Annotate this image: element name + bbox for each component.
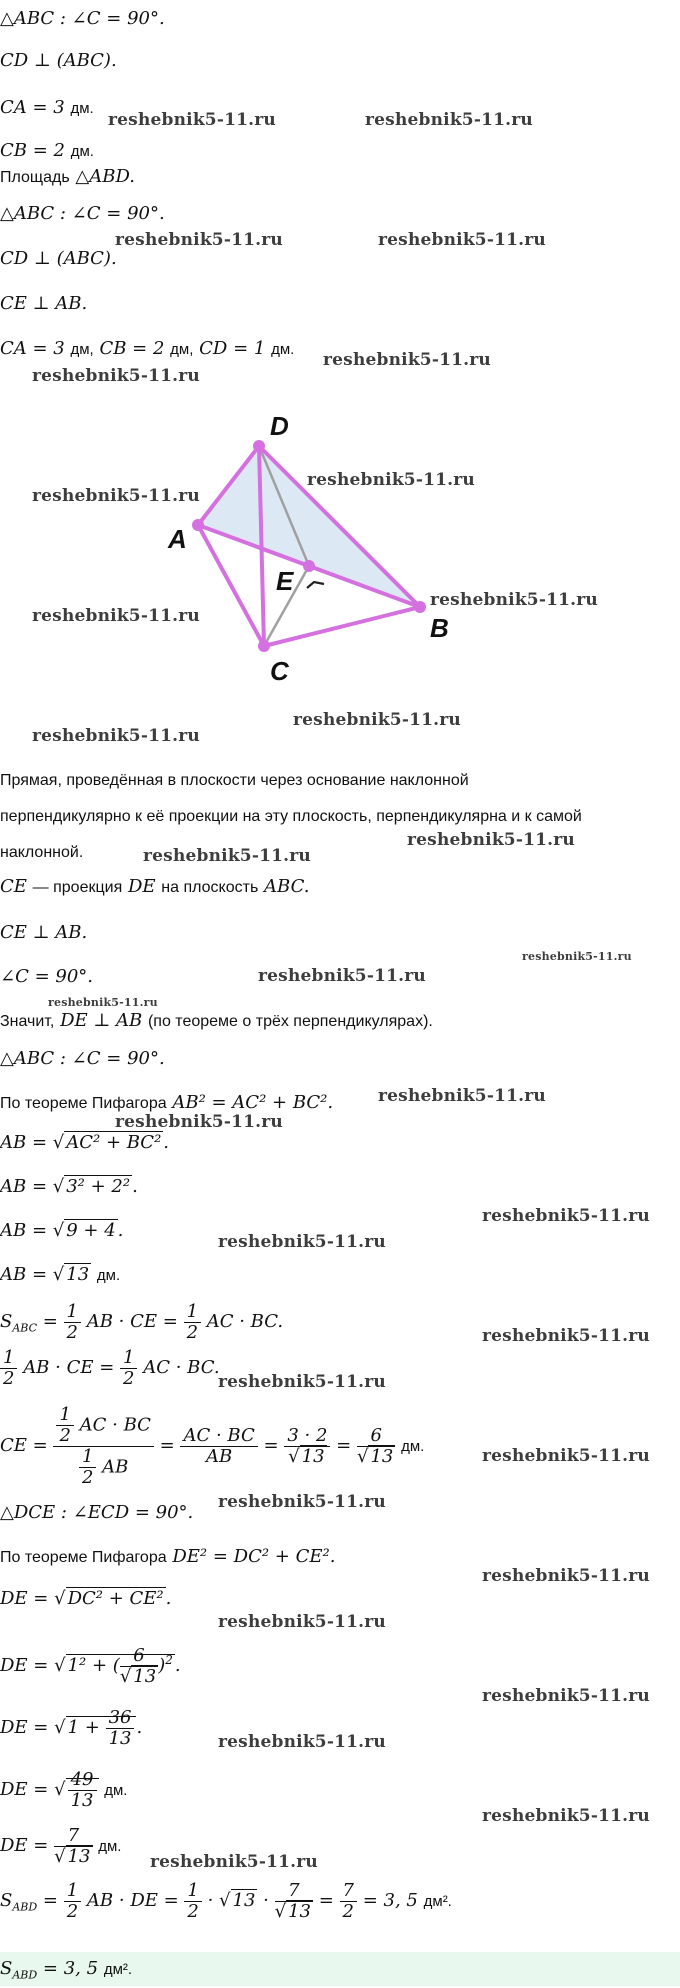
de-sqrt-4: DE = √ $\frac{49}{13}$ дм.	[0, 1768, 128, 1811]
fraction	[275, 1881, 313, 1922]
numerator: 6	[120, 1646, 158, 1667]
numerator: 1	[79, 1447, 96, 1468]
math: AB	[102, 1456, 129, 1477]
point-d	[253, 440, 265, 452]
math: CE =	[0, 1435, 48, 1456]
ab-result: AB = √ 13 дм.	[0, 1264, 121, 1285]
numerator: 36	[106, 1708, 135, 1729]
watermark: reshebnik5-11.ru	[218, 1612, 386, 1632]
denominator: √ 13	[54, 1845, 91, 1867]
dot: .	[132, 1176, 138, 1197]
watermark: reshebnik5-11.ru	[482, 1806, 650, 1826]
unit: дм.	[98, 1838, 122, 1855]
unit: дм.	[96, 1267, 121, 1284]
numerator: 7	[54, 1826, 92, 1847]
dot: .	[165, 1588, 172, 1609]
radicand	[66, 1706, 137, 1749]
eq: =	[263, 1435, 279, 1456]
numerator: 1	[0, 1348, 17, 1369]
text: Значит,	[0, 1013, 55, 1030]
denominator: 13	[108, 1727, 132, 1749]
math: DE² = DC² + CE².	[172, 1546, 336, 1567]
denominator: √ 13	[119, 1665, 157, 1687]
cd-perp-2: CD ⊥ (ABC).	[0, 248, 117, 269]
point-b	[414, 601, 426, 613]
denominator: 2	[186, 1321, 199, 1343]
math: AB =	[0, 1132, 48, 1153]
watermark: reshebnik5-11.ru	[48, 996, 158, 1009]
text: на плоскость	[161, 879, 259, 896]
numerator: 49	[68, 1770, 97, 1791]
math: ·	[257, 1890, 275, 1911]
denominator: 2	[123, 1367, 135, 1389]
numerator: 1	[56, 1405, 73, 1426]
watermark: reshebnik5-11.ru	[218, 1372, 386, 1392]
half-fraction	[184, 1881, 201, 1922]
numerator: 1	[64, 1881, 81, 1902]
de-sqrt-3: DE = √ 1 + $\frac{36}{13}$ .	[0, 1706, 143, 1749]
ce-perp-ab-2: CE ⊥ AB.	[0, 922, 88, 943]
text: Площадь	[0, 169, 70, 186]
text: — проекция	[32, 879, 123, 896]
denominator: 2	[66, 1900, 79, 1922]
numerator	[53, 1405, 153, 1447]
fraction	[68, 1770, 97, 1811]
numerator: 7	[340, 1881, 357, 1902]
ce-computation	[0, 1404, 424, 1489]
math: AB · CE =	[86, 1311, 184, 1332]
half-fraction	[120, 1348, 137, 1389]
angle-c: ∠C = 90°.	[0, 966, 94, 987]
radicand: 13	[67, 1845, 91, 1867]
given-triangle-abc: △ABC : ∠C = 90°.	[0, 8, 165, 29]
numerator: 7	[275, 1881, 313, 1902]
denominator: 2	[187, 1900, 199, 1922]
math: AC · BC	[79, 1414, 151, 1435]
half-fraction	[56, 1405, 73, 1446]
math: AB · DE =	[86, 1890, 185, 1911]
math: AB · CE =	[23, 1357, 121, 1378]
numerator: 1	[64, 1302, 81, 1323]
unit: дм.	[104, 1782, 128, 1799]
area-abc-formula	[0, 1300, 283, 1351]
watermark: reshebnik5-11.ru	[378, 230, 546, 250]
watermark: reshebnik5-11.ru	[407, 830, 575, 850]
math: △ABD.	[75, 166, 135, 187]
sub: ABD	[12, 1968, 38, 1982]
math: 1 +	[67, 1717, 100, 1738]
math: ·	[201, 1890, 220, 1911]
watermark: reshebnik5-11.ru	[323, 350, 491, 370]
watermark: reshebnik5-11.ru	[482, 1686, 650, 1706]
numerator: 1	[120, 1348, 137, 1369]
half-fraction	[64, 1881, 81, 1922]
unit: дм².	[103, 1961, 133, 1978]
watermark: reshebnik5-11.ru	[32, 486, 200, 506]
pythagoras-de	[0, 1546, 335, 1569]
eq: =	[37, 1890, 64, 1911]
unit: дм.	[70, 100, 94, 117]
unit: дм.	[271, 341, 295, 358]
watermark: reshebnik5-11.ru	[307, 470, 475, 490]
radicand: 13	[301, 1445, 325, 1467]
text: По теореме Пифагора	[0, 1549, 167, 1566]
edge-cb	[264, 607, 420, 646]
triangle-abc-3: △ABC : ∠C = 90°.	[0, 1048, 165, 1069]
numerator: 3 · 2	[284, 1426, 330, 1447]
denominator: √ 13	[356, 1445, 394, 1467]
watermark: reshebnik5-11.ru	[32, 606, 200, 626]
radicand	[66, 1768, 99, 1811]
numerator: 1	[184, 1881, 201, 1902]
watermark: reshebnik5-11.ru	[482, 1566, 650, 1586]
fraction	[357, 1426, 395, 1467]
s: S	[0, 1890, 13, 1911]
dot: .	[163, 1132, 170, 1153]
watermark: reshebnik5-11.ru	[143, 846, 311, 866]
s: S	[0, 1958, 13, 1979]
math: DE =	[0, 1655, 49, 1676]
unit: дм².	[423, 1893, 452, 1910]
math: AB =	[0, 1176, 48, 1197]
radicand: 13	[232, 1890, 256, 1911]
watermark: reshebnik5-11.ru	[32, 366, 200, 386]
denominator: 13	[70, 1789, 94, 1811]
math: CD = 1	[199, 338, 266, 359]
fraction	[340, 1881, 357, 1922]
dot: .	[136, 1717, 143, 1738]
watermark: reshebnik5-11.ru	[365, 110, 533, 130]
denominator: 2	[342, 1900, 354, 1922]
label-c: C	[270, 656, 289, 686]
watermark: reshebnik5-11.ru	[482, 1446, 650, 1466]
half-fraction	[79, 1447, 96, 1488]
ab-sqrt-2: AB = √ 3² + 2² .	[0, 1176, 138, 1197]
math: DE =	[0, 1588, 49, 1609]
math: DE =	[0, 1779, 49, 1800]
watermark: reshebnik5-11.ru	[115, 1112, 283, 1132]
denominator: 2	[3, 1367, 15, 1389]
watermark: reshebnik5-11.ru	[218, 1232, 386, 1252]
half-fraction	[64, 1302, 81, 1343]
fraction	[54, 1826, 92, 1867]
watermark: reshebnik5-11.ru	[218, 1492, 386, 1512]
theorem-line-3: наклонной.	[0, 844, 84, 861]
given-cd-perp: CD ⊥ (ABC).	[0, 50, 117, 71]
math: CB = 2	[0, 140, 65, 161]
math: DE	[127, 876, 156, 897]
triangle-dce: △DCE : ∠ECD = 90°.	[0, 1502, 194, 1523]
text: (по теореме о трёх перпендикулярах).	[147, 1013, 433, 1030]
math: AC · BC.	[143, 1357, 220, 1378]
math: ABC.	[264, 876, 310, 897]
math: = 3, 5	[37, 1958, 99, 1979]
watermark: reshebnik5-11.ru	[430, 590, 598, 610]
math: = 3, 5	[362, 1890, 418, 1911]
label-b: B	[430, 613, 449, 643]
de-result	[0, 1818, 121, 1875]
label-e: E	[276, 566, 294, 596]
fraction	[180, 1426, 257, 1467]
theorem-line-1: Прямая, проведённая в плоскости через основание наклонной	[0, 772, 469, 789]
fraction	[106, 1708, 135, 1749]
radicand: 1² + ( $\frac{6}{√ 13}$ )$^2$	[67, 1644, 173, 1687]
math: DE =	[0, 1717, 49, 1738]
math: 1² +	[67, 1655, 108, 1676]
theorem-line-2: перпендикулярно к её проекции на эту плоскость, перпендикулярна и к самой	[0, 808, 582, 825]
math: DE =	[0, 1835, 49, 1856]
denominator: √ 13	[288, 1445, 325, 1467]
denominator: AB	[206, 1445, 233, 1467]
watermark: reshebnik5-11.ru	[150, 1852, 318, 1872]
radicand: 13	[370, 1445, 394, 1467]
right-angle-mark	[307, 582, 324, 588]
watermark: reshebnik5-11.ru	[522, 950, 632, 963]
numerator: AC · BC	[180, 1426, 257, 1447]
watermark: reshebnik5-11.ru	[115, 230, 283, 250]
sub: ABD	[12, 1900, 38, 1914]
watermark: reshebnik5-11.ru	[482, 1326, 650, 1346]
denominator: 2	[59, 1424, 71, 1446]
given-cb	[0, 140, 94, 163]
label-d: D	[270, 411, 289, 441]
radicand: 3² + 2²	[66, 1176, 131, 1197]
denominator: √ 13	[274, 1900, 311, 1922]
triangle-abc-2: △ABC : ∠C = 90°.	[0, 203, 165, 224]
ab-sqrt-3: AB = √ 9 + 4 .	[0, 1220, 124, 1241]
eq: =	[336, 1435, 352, 1456]
denominator	[53, 1447, 153, 1488]
math: AB =	[0, 1220, 48, 1241]
de-sqrt-1: DE = √ DC² + CE² .	[0, 1588, 172, 1609]
radicand: 9 + 4	[66, 1220, 116, 1241]
ab-sqrt-1: AB = √ AC² + BC² .	[0, 1132, 170, 1153]
watermark: reshebnik5-11.ru	[218, 1732, 386, 1752]
radicand: AC² + BC²	[66, 1132, 162, 1153]
watermark: reshebnik5-11.ru	[108, 110, 276, 130]
sub: ABC	[12, 1321, 37, 1335]
half-fraction	[184, 1302, 201, 1343]
area-abc-equality	[0, 1346, 220, 1390]
denominator: 2	[81, 1466, 94, 1488]
eq: =	[318, 1890, 340, 1911]
fraction	[120, 1646, 158, 1687]
eq: =	[159, 1435, 175, 1456]
numerator: 1	[184, 1302, 201, 1323]
watermark: reshebnik5-11.ru	[258, 966, 426, 986]
given-ca	[0, 97, 94, 120]
compound-fraction	[53, 1405, 153, 1488]
area-abd-computation: $S_{ABD}$ = $\frac{1}{2}$ AB · DE = $\frac{1}{2}$ · √ 13 · $\frac{7}{√ 13}$ = $\frac{7}{2}$ = 3, 5 дм².	[0, 1879, 452, 1922]
math: CB = 2	[99, 338, 165, 359]
radicand: DC² + CE²	[67, 1588, 164, 1609]
s: S	[0, 1311, 13, 1332]
eq: =	[37, 1311, 64, 1332]
answer-line	[0, 1958, 132, 1987]
radicand: 13	[133, 1665, 157, 1687]
math: CA = 3	[0, 97, 65, 118]
denominator: 2	[66, 1321, 78, 1343]
projection-line	[0, 876, 309, 899]
math: AB² = AC² + BC².	[172, 1092, 334, 1113]
math: AC · BC.	[206, 1311, 284, 1332]
tetrahedron-figure	[0, 390, 680, 710]
de-sqrt-2: DE = √ 1² + ( $\frac{6}{√ 13}$ )$^2$ .	[0, 1644, 181, 1687]
math: CE	[0, 876, 27, 897]
watermark: reshebnik5-11.ru	[32, 726, 200, 746]
fraction	[284, 1426, 330, 1467]
math: DE ⊥ AB	[60, 1010, 143, 1031]
math: AB =	[0, 1264, 48, 1285]
watermark: reshebnik5-11.ru	[293, 710, 461, 730]
watermark: reshebnik5-11.ru	[378, 1086, 546, 1106]
unit: дм,	[70, 341, 94, 358]
conclusion	[0, 1010, 433, 1033]
half-fraction	[0, 1348, 17, 1389]
dot: .	[174, 1655, 181, 1676]
label-a: A	[168, 524, 187, 554]
unit: дм.	[401, 1438, 425, 1455]
pythagoras-ab	[0, 1092, 333, 1115]
ce-perp-ab: CE ⊥ AB.	[0, 293, 88, 314]
lengths	[0, 338, 294, 361]
find-area	[0, 166, 135, 189]
numerator: 6	[357, 1426, 395, 1447]
radicand: 13	[288, 1900, 311, 1922]
unit: дм.	[70, 143, 94, 160]
dot: .	[117, 1220, 124, 1241]
watermark: reshebnik5-11.ru	[482, 1206, 650, 1226]
point-e	[303, 560, 315, 572]
unit: дм,	[170, 341, 194, 358]
radicand: 13	[66, 1264, 90, 1285]
point-a	[192, 519, 204, 531]
point-c	[258, 640, 270, 652]
math: CA = 3	[0, 338, 65, 359]
text: По теореме Пифагора	[0, 1095, 167, 1112]
